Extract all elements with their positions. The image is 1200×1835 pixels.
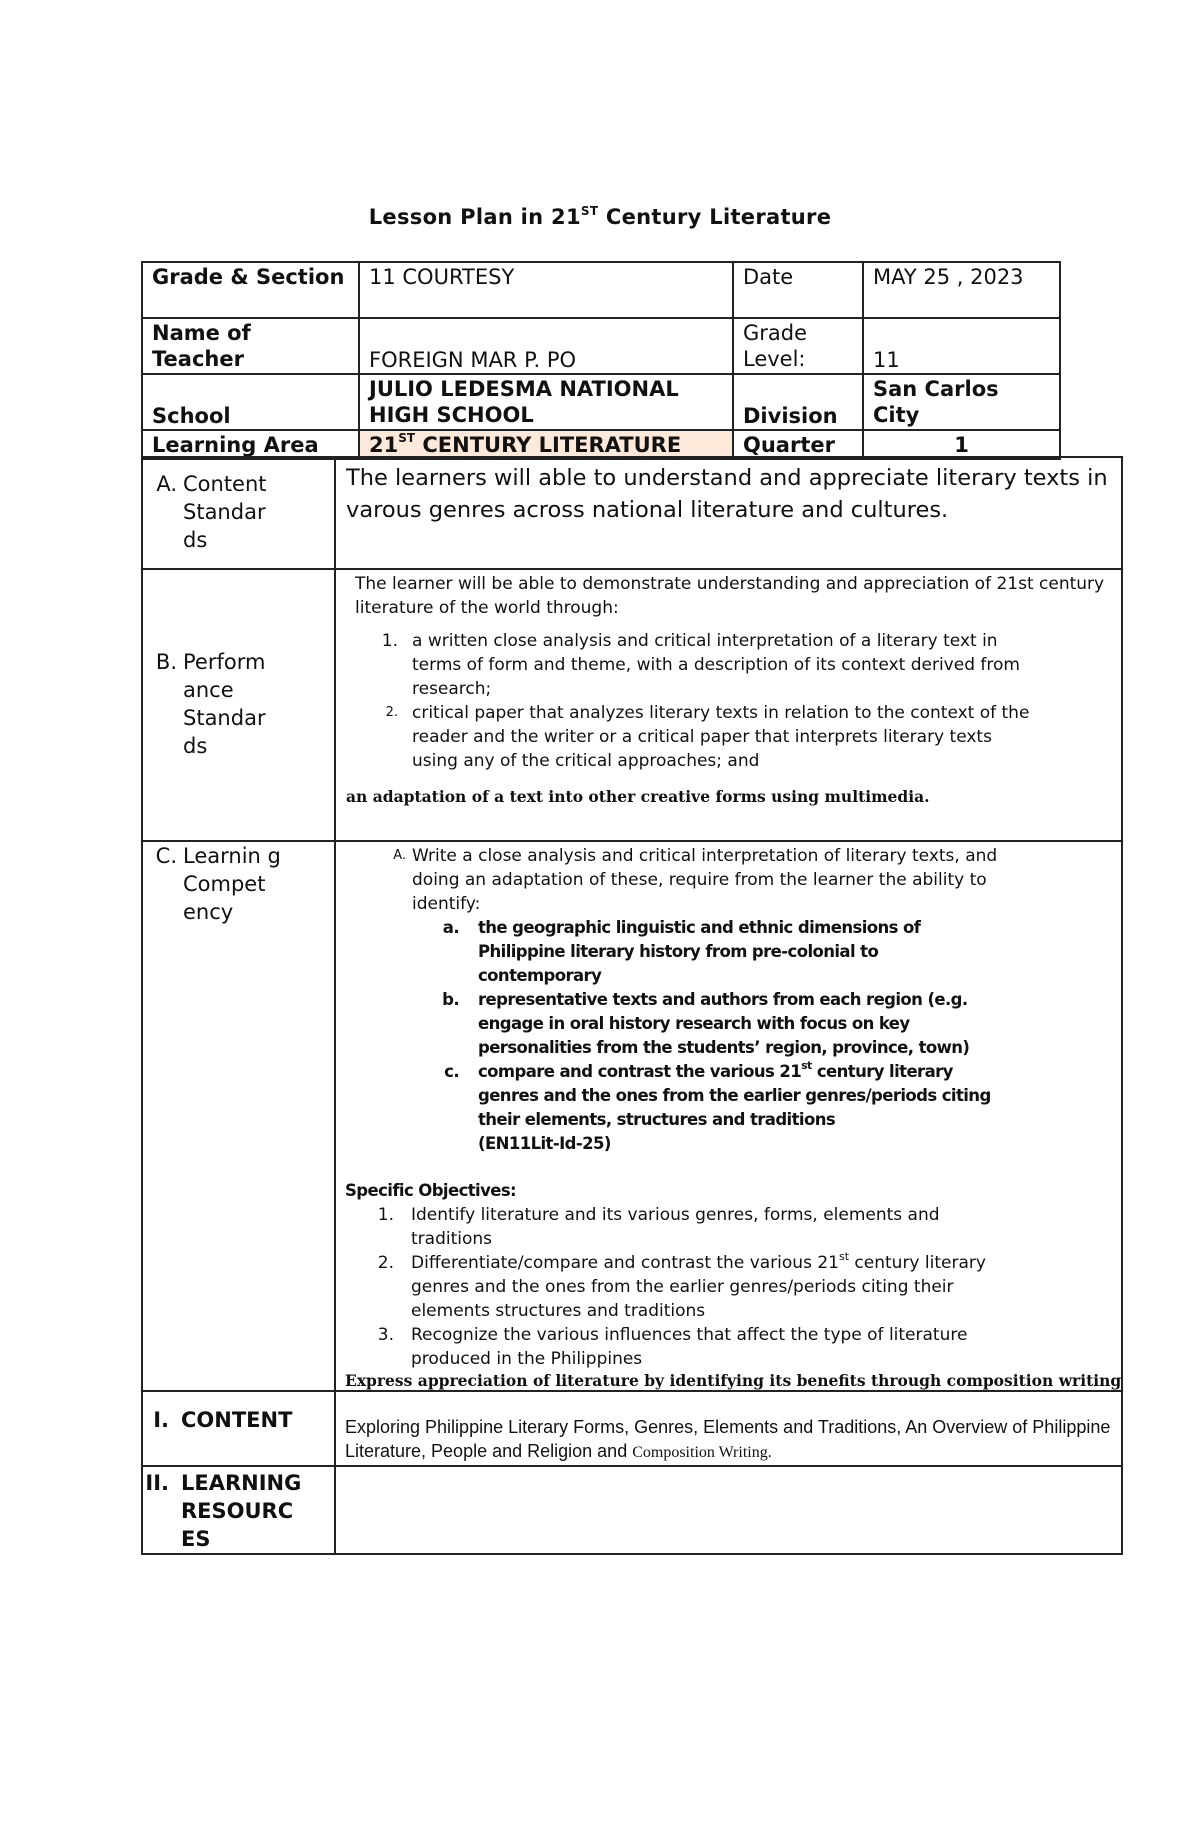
resources-label: LEARNING RESOURC ES [181,1471,302,1551]
competency-text-start: compare and contrast the various 21 [478,1062,802,1081]
page-title [0,204,1200,229]
title-text-end: Century Literature [598,205,832,229]
competency-item-letter: c. [444,1062,459,1081]
learning-area-value [359,430,733,459]
objective-text [394,1251,991,1323]
performance-item-text: critical paper that analyzes literary texts in relation to the context of the reader and the writer or a critical paper that interprets literary texts using any of the critical approaches; and [412,703,1030,771]
competency-intro-letter: A. [393,848,406,863]
objective-item [336,1203,1121,1251]
performance-item-number: 1. [381,631,398,651]
date-value: MAY 25 , 2023 [863,262,1060,318]
content-label-cell [142,1391,335,1466]
objective-text-end: century literary genres and the ones from the earlier genres/periods citing their elements structures and traditions [411,1253,986,1321]
content-text-main: Exploring Philippine Literary Forms, Genres, Elements and Traditions, An Overview of Philippine Literature, People and Religion and [345,1417,1111,1461]
quarter-value: 1 [863,430,1060,459]
content-row [142,1391,1122,1466]
content-number: I. [153,1408,169,1432]
performance-standards-cell [335,569,1122,841]
objective-text-start: Differentiate/compare and contrast the various 21 [411,1253,839,1273]
teacher-label: Name of Teacher [142,318,359,374]
lesson-table [141,456,1123,1555]
objective-item [336,1323,1121,1371]
school-label: School [142,374,359,430]
division-label: Division [733,374,863,430]
grade-section-value: 11 COURTESY [359,262,733,318]
objective-number: 2. [377,1253,394,1273]
competency-superscript: st [801,1059,812,1072]
learning-area-text: 21 [369,433,399,457]
performance-item [336,629,1121,701]
competency-item-text: representative texts and authors from each region (e.g. engage in oral history research with focus on key personalities from the students’ region, province, town) [478,990,970,1057]
performance-standards-label: Perform ance Standar ds [183,650,266,758]
division-value: San Carlos City [863,374,1060,430]
competency-item-letter: b. [442,990,459,1009]
objective-number: 3. [377,1325,394,1345]
competency-item [336,988,1121,1060]
learning-resources-row [142,1466,1122,1554]
performance-standards-label-cell [142,569,335,841]
competency-text-end: century literary genres and the ones from the earlier genres/periods citing their elements, structures and traditions [478,1062,991,1129]
objective-number: 1. [377,1205,394,1225]
performance-item [336,701,1121,773]
competency-item-letter: a. [442,918,459,937]
content-text [336,1392,1121,1465]
school-value: JULIO LEDESMA NATIONAL HIGH SCHOOL [359,374,733,430]
competency-item [336,916,1121,988]
learning-competency-label-cell [142,841,335,1391]
learning-competency-letter: C. [155,844,177,868]
learning-competency-label: Learnin g Compet ency [183,844,281,924]
competency-item-text: the geographic linguistic and ethnic dimensions of Philippine literary history from pre-colonial to contemporary [478,918,921,985]
competency-item [336,1060,1121,1132]
learning-competency-row [142,841,1122,1391]
performance-item-number: 2. [385,705,398,720]
performance-standards-row [142,569,1122,841]
competency-code: (EN11Lit-Id-25) [478,1134,611,1153]
quarter-label: Quarter [733,430,863,459]
competency-intro: Write a close analysis and critical interpretation of literary texts, and doing an adaptation of these, require from the learner the ability to identify: [412,846,998,914]
performance-standards-letter: B. [155,650,177,674]
performance-intro: The learner will be able to demonstrate understanding and appreciation of 21st century literature of the world through: [355,574,1105,618]
learning-competency-cell [335,841,1122,1391]
content-standards-letter: A. [156,472,177,496]
learning-area-label: Learning Area [142,430,359,459]
content-cell [335,1391,1122,1466]
header-table [141,261,1061,460]
objectives-heading: Specific Objectives: [345,1181,517,1200]
objective-item [336,1251,1121,1323]
content-standards-row [142,457,1122,569]
performance-list [336,629,1121,773]
teacher-value: FOREIGN MAR P. PO [359,318,733,374]
content-standards-label-cell [142,457,335,569]
learning-area-text-end: CENTURY LITERATURE [415,433,682,457]
content-standards-text: The learners will able to understand and appreciate literary texts in varous genres across national literature and cultures. [346,465,1108,523]
date-label: Date [733,262,863,318]
objective-superscript: st [838,1250,850,1263]
content-standards-label: Content Standar ds [183,472,267,552]
resources-number: II. [145,1471,169,1495]
grade-level-value: 11 [863,318,1060,374]
learning-resources-label-cell [142,1466,335,1554]
title-text: Lesson Plan in 21 [368,205,581,229]
content-standards-cell [335,457,1122,569]
grade-level-label: Grade Level: [733,318,863,374]
objective-text: Identify literature and its various genres, forms, elements and traditions [411,1205,940,1249]
title-superscript: ST [580,204,599,218]
performance-closing: an adaptation of a text into other creative forms using multimedia. [346,787,930,806]
grade-section-label: Grade & Section [142,262,359,318]
objective-text: Recognize the various influences that affect the type of literature produced in the Philippines [411,1325,968,1369]
content-label: CONTENT [181,1408,293,1432]
content-text-serif: Composition Writing. [632,1444,772,1461]
competency-closing: Express appreciation of literature by identifying its benefits through composition writing [345,1371,1122,1390]
competency-item-text [459,1060,998,1132]
performance-item-text: a written close analysis and critical interpretation of a literary text in terms of form and theme, with a description of its context derived from research; [412,631,1020,699]
learning-area-superscript: ST [398,431,416,445]
learning-resources-cell [335,1466,1122,1554]
